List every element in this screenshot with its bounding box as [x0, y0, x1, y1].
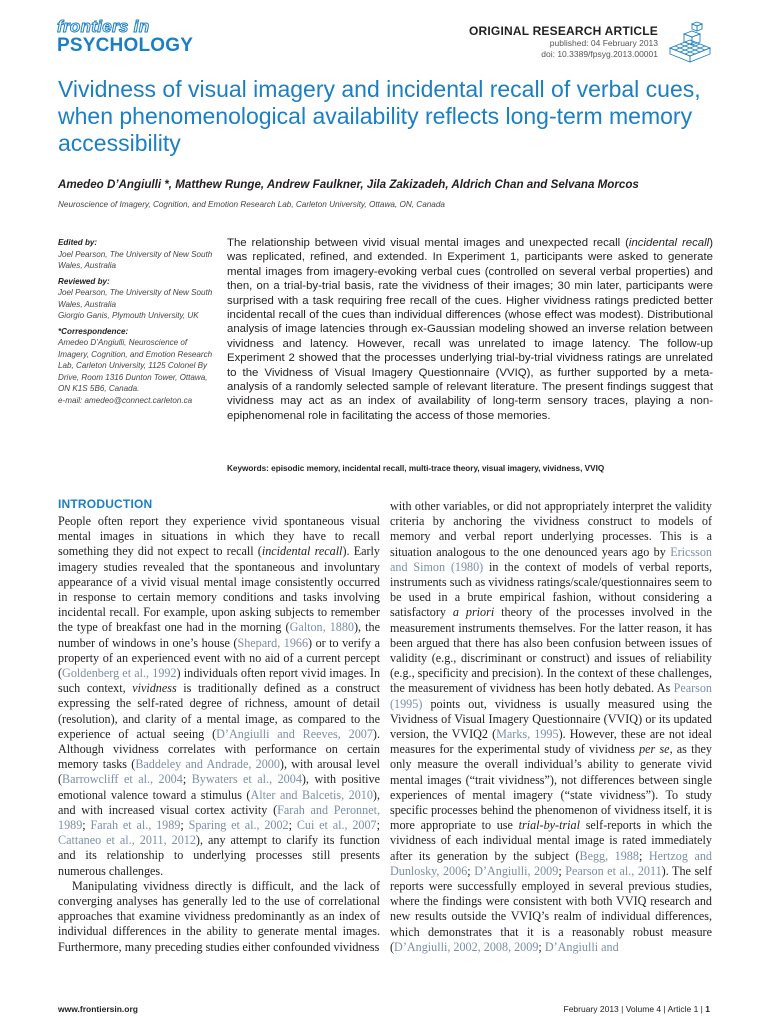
- body-emphasis: incidental recall: [261, 544, 343, 559]
- citation-link[interactable]: D’Angiulli, 2002, 2008, 2009: [394, 939, 539, 954]
- body-text: ). The self reports were successfully employed in several previous studies, where the findings were consistent with both VVIQ research and new results outside the VVIQ’s realm of individual differences, which demonstrates that it is a reasonably robust measure (: [390, 863, 712, 954]
- citation-link[interactable]: Ericsson and Simon (1980): [390, 544, 712, 574]
- affiliation: Neuroscience of Imagery, Cognition, and Emotion Research Lab, Carleton University, Ottawa, ON, Canada: [58, 200, 445, 209]
- body-text: ). Early imagery studies revealed that the spontaneous and involuntary appearance of a vivid visual mental image consistently occurred in response to certain memory conditions and tasks involving incidental recall. For example, upon asking subjects to remember the type of breakfast one had in the morning (: [58, 544, 380, 635]
- journal-logo-top: frontiers in: [57, 17, 150, 36]
- article-type: ORIGINAL RESEARCH ARTICLE: [468, 24, 658, 38]
- body-text: ;: [467, 863, 475, 878]
- body-emphasis: a priori: [452, 605, 495, 620]
- section-heading-introduction: INTRODUCTION: [58, 497, 153, 511]
- correspondence-label: *Correspondence:: [58, 326, 129, 336]
- body-text: ), with positive emotional valence toward a stimulus (: [58, 772, 380, 802]
- citation-link[interactable]: D’Angiulli and: [544, 939, 619, 954]
- reviewed-by-label: Reviewed by:: [58, 276, 110, 286]
- citation-link[interactable]: Barrowcliff et al., 2004: [62, 772, 183, 787]
- article-title: Vividness of visual imagery and incidental recall of verbal cues, when phenomenological availability reflects long-term memory accessibility: [58, 76, 701, 156]
- citation-link[interactable]: Alter and Balcetis, 2010: [250, 787, 373, 802]
- citation-link[interactable]: D’Angiulli, 2009: [474, 863, 559, 878]
- doi: doi: 10.3389/fpsyg.2013.00001: [541, 49, 658, 59]
- correspondence-email[interactable]: e-mail: amedeo@connect.carleton.ca: [58, 395, 193, 405]
- body-text: ), the number of windows in one’s house (: [58, 620, 380, 650]
- body-text: ;: [82, 818, 91, 833]
- body-text: ;: [558, 863, 566, 878]
- keywords: [227, 464, 713, 473]
- body-emphasis: vividness: [132, 681, 177, 696]
- citation-link[interactable]: Galton, 1880: [289, 620, 354, 635]
- abstract-emphasis: incidental recall: [628, 237, 710, 249]
- footer-issue: [564, 1004, 711, 1014]
- article-meta: [469, 24, 658, 60]
- citation-link[interactable]: Farah et al., 1989: [90, 818, 181, 833]
- citation-link[interactable]: Farah and Peronnet, 1989: [58, 802, 380, 833]
- abstract-text: The relationship between vivid visual mental images and unexpected recall (: [227, 237, 629, 249]
- body-text: ;: [538, 939, 545, 954]
- body-text: ), any attempt to clarify its function and its relationship to underlying processes still presents numerous challenges.: [58, 833, 380, 878]
- citation-link[interactable]: Hertzog and Dunlosky, 2006: [390, 848, 712, 878]
- reviewed-by-text: Joel Pearson, The University of New South Wales, Australia: [58, 288, 213, 309]
- citation-link[interactable]: D’Angiulli and Reeves, 2007: [216, 726, 373, 741]
- body-text: ) or to verify a property of an experienced event with no aid of a current percept (: [58, 635, 380, 681]
- body-text: self-reports in which the vividness of each individual mental image is rated immediately after its generation by the subject (: [390, 818, 712, 863]
- body-text: ;: [182, 772, 192, 787]
- body-text: ). Although vividness correlates with performance on certain memory tasks (: [58, 726, 380, 772]
- citation-link[interactable]: Pearson (1995): [390, 681, 712, 711]
- edited-by-text: Joel Pearson, The University of New South Wales, Australia: [58, 249, 213, 270]
- page-number: 1: [705, 1004, 710, 1014]
- body-text: ;: [376, 818, 381, 833]
- citation-link[interactable]: Marks, 1995: [496, 727, 559, 742]
- body-text: ;: [638, 848, 649, 863]
- stacked-cubes-icon: [666, 18, 714, 64]
- body-emphasis: per se: [639, 742, 670, 757]
- citation-link[interactable]: Cui et al., 2007: [296, 818, 377, 833]
- citation-link[interactable]: Bywaters et al., 2004: [191, 772, 302, 787]
- citation-link[interactable]: Baddeley and Andrade, 2000: [135, 757, 280, 772]
- citation-link[interactable]: Pearson et al., 2011: [565, 863, 662, 878]
- footer-url[interactable]: www.frontiersin.org: [58, 1004, 138, 1014]
- paragraph: Manipulating vividness directly is difficult, and the lack of converging analyses has generally led to the use of correlational approaches that examine vividness predominantly as an index of individual differences in the ability to generate mental images. Furthermore, many preceding studies either confounded vividness: [58, 878, 380, 954]
- citation-link[interactable]: Sparing et al., 2002: [188, 818, 289, 833]
- reviewed-by-text: Giorgio Ganis, Plymouth University, UK: [58, 311, 199, 320]
- body-text: is traditionally defined as a construct expressing the self-rated degree of richness, amount of detail (resolution), and clarity of a mental image, as compared to the experience of actual seeing (: [58, 681, 381, 741]
- citation-link[interactable]: Goldenberg et al., 1992: [62, 666, 177, 681]
- body-text: ;: [288, 818, 297, 833]
- body-column-right: [390, 499, 712, 955]
- body-text: , as they only measure the overall individual’s ability to generate vivid mental images (“trait vividness”), not differences between single experiences of mental imagery (“state vividness”). To study specific processes behind the phenomenon of vividness itself, it is more appropriate to use: [390, 742, 712, 833]
- citation-link[interactable]: Shepard, 1966: [237, 635, 309, 650]
- journal-logo-bottom: PSYCHOLOGY: [57, 35, 194, 56]
- citation-link[interactable]: Cattaneo et al., 2011, 2012: [58, 833, 196, 848]
- citation-link[interactable]: Begg, 1988: [579, 848, 639, 863]
- journal-logo: [57, 18, 197, 62]
- body-text: ) individuals often report vivid images. In such context,: [58, 666, 381, 696]
- body-text: ), and with increased visual cortex activity (: [58, 787, 380, 817]
- body-text: ;: [180, 818, 189, 833]
- editorial-sidebar: [58, 237, 218, 406]
- edited-by-label: Edited by:: [58, 238, 98, 247]
- body-column-left: [58, 514, 380, 955]
- paragraph: [58, 514, 380, 879]
- author-list: Amedeo D’Angiulli *, Matthew Runge, Andrew Faulkner, Jila Zakizadeh, Aldrich Chan and Selvana Morcos: [58, 178, 639, 191]
- keywords-text: episodic memory, incidental recall, multi-trace theory, visual imagery, vividness, VVIQ: [271, 464, 605, 473]
- paragraph: [390, 499, 712, 955]
- body-text: points out, vividness is usually measured using the Vividness of Visual Imagery Questionnaire (VVIQ) or its updated version, the VVIQ2 (: [390, 696, 712, 742]
- abstract: [227, 236, 713, 423]
- body-text: in the context of models of verbal reports, instruments such as vividness ratings/scale/questionnaires seem to be used in a brute empirical fashion, without considering a satisfactory: [390, 559, 713, 620]
- correspondence-text: Amedeo D’Angiulli, Neuroscience of Imagery, Cognition, and Emotion Research Lab, Carleton University, 1125 Colonel By Drive, Room 1316 Dunton Tower, Ottawa, ON K1S 5B6, Canada.: [58, 338, 213, 393]
- body-text: ). However, these are not ideal measures for the experimental study of vividness: [390, 727, 713, 757]
- keywords-label: Keywords:: [227, 464, 269, 473]
- body-text: ), with arousal level (: [58, 757, 381, 787]
- body-text: with other variables, or did not appropriately interpret the validity criteria by anchoring the vividness construct to models of memory and verbal report underlying processes. This is a situation analogous to the one denounced years ago by: [390, 499, 712, 559]
- body-text: theory of the processes involved in the measurement instruments themselves. For the latter reason, it has been argued that there has also been confusion between issues of validity (e.g., discriminant or construct) and issues of reliability (e.g., specificity and precision). In the context of these challenges, the measurement of vividness has been hotly debated. As: [390, 605, 712, 696]
- body-text: People often report they experience vivid spontaneous visual mental images in situations in which they have to recall something they did not expect to recall (: [58, 514, 380, 559]
- abstract-text: ) was replicated, refined, and extended. In Experiment 1, participants were asked to generate mental images from imagery-evoking verbal cues (controlled on several verbal properties) and then, on a trial-by-trial basis, rate the vividness of their images; 30 min later, participants were surprised with a task requiring free recall of the cues. Higher vividness ratings predicted better incidental recall of the cues than individual differences (whose effect was modest). Distributional analysis of image latencies through ex-Gaussian modeling showed an inverse relation between vividness and latency. However, recall was unrelated to image latency. The follow-up Experiment 2 showed that the processes underlying trial-by-trial vividness ratings are unrelated to the Vividness of Visual Imagery Questionnaire (VVIQ), as further supported by a meta-analysis of a randomly selected sample of relevant literature. The present findings suggest that vividness may act as an index of availability of long-term sensory traces, playing a non-epiphenomenal role in facilitating the access of those memories.: [227, 237, 713, 422]
- footer-issue-text: February 2013 | Volume 4 | Article 1 |: [563, 1004, 706, 1014]
- body-emphasis: trial-by-trial: [518, 818, 580, 833]
- published-date: published: 04 February 2013: [549, 38, 658, 48]
